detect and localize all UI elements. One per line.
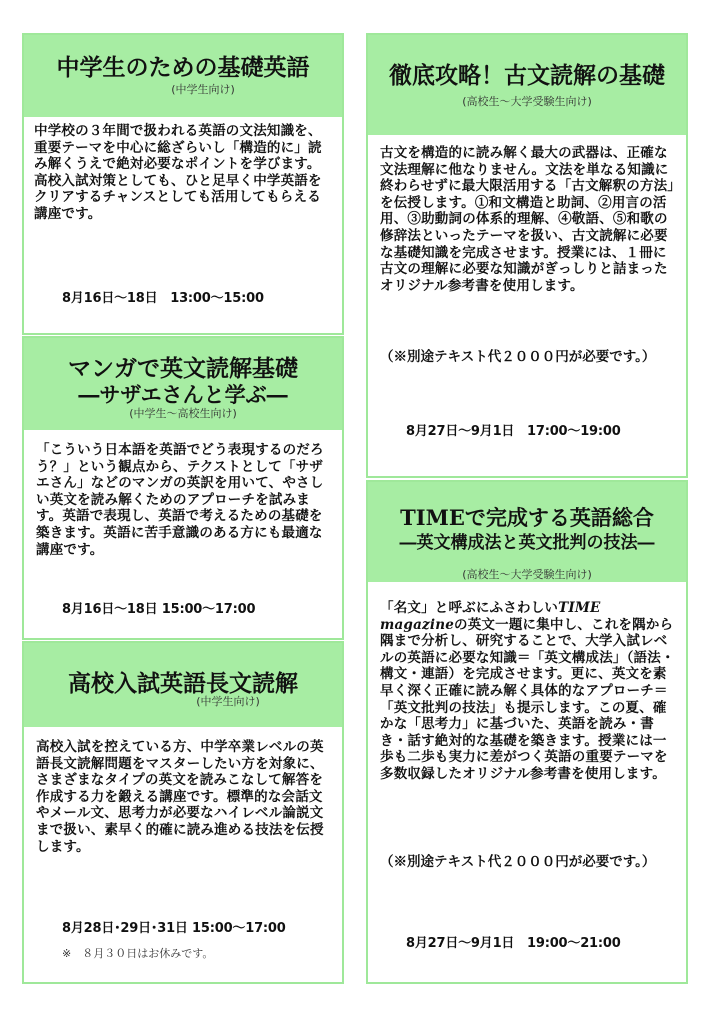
course-subtitle: ―サザエさんと学ぶ― bbox=[78, 382, 288, 407]
course-subtitle: ―英文構成法と英文批判の技法― bbox=[399, 533, 655, 553]
card-header bbox=[24, 35, 342, 117]
course-card-entrance-long-reading bbox=[22, 641, 344, 984]
course-note: （※別途テキスト代２０００円が必要です。） bbox=[380, 854, 656, 870]
course-card-time-english bbox=[366, 480, 688, 984]
course-description: 「こういう日本語を英語でどう表現するのだろう？」という観点から、テクストとして「サザエさん」などのマンガの英訳を用いて、やさしい英文を読み解くためのアプローチを試みます。英語で表現し、英語で考えるための基礎を築きます。英語に苦手意識のある方にも最適な講座です。 bbox=[36, 442, 324, 558]
description-body: の英文一題に集中し、これを隅から隅まで分析し、研究することで、大学入試レベルの英語に必要な知識＝「英文構成法」（語法・構文・連語）を完成させます。更に、英文を素早く深く正確に読み解く具体的なアプローチ＝「英文批判の技法」も提示します。この夏、確かな「思考力」に基づいた、英語を読み・書き・話す絶対的な基礎を築きます。授業には一歩も二歩も実力に差がつく英語の重要テーマを多数収録したオリジナル参考書を使用します。 bbox=[380, 616, 675, 782]
card-header bbox=[24, 643, 342, 727]
course-note: （※別途テキスト代２０００円が必要です。） bbox=[380, 349, 656, 365]
card-body bbox=[24, 430, 342, 638]
course-title: 高校入試英語長文読解 bbox=[68, 670, 298, 697]
card-body bbox=[368, 582, 686, 982]
course-schedule: 8月27日～9月1日 19:00～21:00 bbox=[406, 936, 621, 951]
course-description: 高校入試を控えている方、中学卒業レベルの英語長文読解問題をマスターしたい方を対象に、さまざまなタイプの英文を読みこなして解答を作成する力を鍛える講座です。標準的な会話文やメール文、思考力が必要なハイレベル論説文まで扱い、素早く的確に読み進める技法を伝授します。 bbox=[36, 739, 324, 855]
course-card-classical-japanese bbox=[366, 33, 688, 478]
card-body bbox=[24, 117, 342, 333]
card-header bbox=[24, 338, 342, 430]
course-schedule: 8月28日･29日･31日 15:00～17:00 bbox=[62, 921, 286, 936]
course-audience: (高校生～大学受験生向け) bbox=[462, 95, 592, 108]
course-card-manga-english bbox=[22, 336, 344, 640]
course-description: 中学校の３年間で扱われる英語の文法知識を、重要テーマを中心に総ざらいし「構造的に」読み解くうえで絶対必要なポイントを学びます。高校入試対策としても、ひと足早く中学英語をクリアするチャンスとしても活用してもらえる講座です。 bbox=[34, 123, 322, 222]
course-card-junior-basic-english bbox=[22, 33, 344, 335]
course-schedule: 8月16日～18日 13:00～15:00 bbox=[62, 291, 264, 306]
card-header bbox=[368, 482, 686, 582]
course-audience: (中学生～高校生向け) bbox=[129, 407, 237, 420]
magazine-name: TIME magazine bbox=[380, 600, 601, 633]
course-audience: (中学生向け) bbox=[171, 83, 235, 96]
course-title: 中学生のための基礎英語 bbox=[56, 54, 310, 81]
card-header bbox=[368, 35, 686, 135]
card-body bbox=[368, 135, 686, 476]
course-title: マンガで英文読解基礎 bbox=[68, 355, 298, 382]
course-title: 徹底攻略！古文読解の基礎 bbox=[389, 62, 665, 89]
course-footnote: ※ ８月３０日はお休みです。 bbox=[62, 947, 214, 960]
course-description: 古文を構造的に読み解く最大の武器は、正確な文法理解に他なりません。文法を単なる知識に終わらせずに最大限活用する「古文解釈の方法」を伝授します。①和文構造と助詞、②用言の活用、③助動詞の体系的理解、④敬語、⑤和歌の修辞法といったテーマを扱い、古文読解に必要な基礎知識を完成させます。授業には、１冊に古文の理解に必要な知識がぎっしりと詰まったオリジナル参考書を使用します。 bbox=[380, 145, 675, 294]
card-body bbox=[24, 727, 342, 982]
course-audience: (高校生～大学受験生向け) bbox=[462, 568, 592, 581]
course-description bbox=[380, 600, 678, 783]
description-lead: 「名文」と呼ぶにふさわしい bbox=[380, 600, 559, 616]
course-schedule: 8月27日～9月1日 17:00～19:00 bbox=[406, 424, 621, 439]
course-audience: (中学生向け) bbox=[196, 695, 260, 708]
course-title: TIMEで完成する英語総合 bbox=[400, 505, 654, 530]
course-schedule: 8月16日～18日 15:00～17:00 bbox=[62, 602, 256, 617]
